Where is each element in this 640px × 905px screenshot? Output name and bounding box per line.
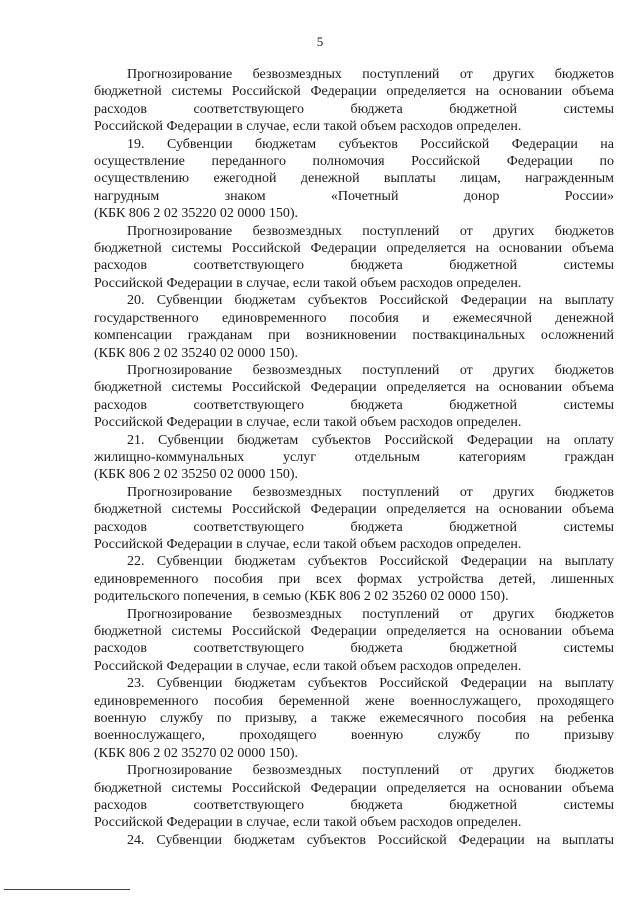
paragraph — [94, 832, 614, 849]
text-line: компенсации гражданам при возникновении поствакцинальных осложнений — [94, 328, 614, 344]
text-line: Российской Федерации в случае, если такой объем расходов определен. — [94, 658, 522, 674]
text-line: Российской Федерации в случае, если такой объем расходов определен. — [94, 415, 522, 431]
text-line: расходов соответствующего бюджета бюджетной системы — [94, 641, 614, 657]
text-line: бюджетной системы Российской Федерации определяется на основании объема — [94, 84, 614, 100]
text-line: бюджетной системы Российской Федерации определяется на основании объема — [94, 502, 614, 518]
text-line: расходов соответствующего бюджета бюджетной системы — [94, 519, 614, 535]
text-line: Прогнозирование безвозмездных поступлений от других бюджетов — [127, 67, 614, 82]
paragraph — [94, 762, 614, 832]
text-line: осуществление переданного полномочия Российской Федерации по — [94, 154, 614, 170]
text-line: Прогнозирование безвозмездных поступлений от других бюджетов — [127, 763, 614, 779]
text-line: жилищно-коммунальных услуг отдельным категориям граждан — [94, 449, 614, 465]
text-line: расходов соответствующего бюджета бюджетной системы — [94, 397, 614, 413]
text-line: военную службу по призыву, а также ежемесячного пособия на ребенка — [94, 711, 614, 727]
text-line: (КБК 806 2 02 35220 02 0000 150). — [94, 206, 299, 222]
paragraph — [94, 136, 614, 223]
text-line: (КБК 806 2 02 35240 02 0000 150). — [94, 345, 299, 361]
paragraph — [94, 484, 614, 554]
text-line: (КБК 806 2 02 35250 02 0000 150). — [94, 467, 299, 483]
text-line: военнослужащего, проходящего военную службу по призыву — [94, 728, 614, 744]
paragraph — [94, 606, 614, 676]
text-line: бюджетной системы Российской Федерации определяется на основании объема — [94, 241, 614, 257]
footnote-divider — [4, 889, 130, 890]
paragraph — [94, 675, 614, 762]
text-line: Прогнозирование безвозмездных поступлений от других бюджетов — [127, 223, 614, 239]
text-line: 23. Субвенции бюджетам субъектов Российской Федерации на выплату — [127, 676, 614, 692]
text-line: осуществлению ежегодной денежной выплаты лицам, награжденным — [94, 171, 614, 187]
text-line: родительского попечения, в семью (КБК 806 2 02 35260 02 0000 150). — [94, 589, 509, 605]
text-line: расходов соответствующего бюджета бюджетной системы — [94, 798, 614, 814]
page-number: 5 — [316, 34, 324, 49]
paragraph — [94, 432, 614, 484]
paragraph — [94, 362, 614, 432]
text-line: Прогнозирование безвозмездных поступлений от других бюджетов — [127, 484, 614, 500]
text-line: 24. Субвенции бюджетам субъектов Российской Федерации на выплаты — [127, 832, 614, 848]
text-line: Прогнозирование безвозмездных поступлений от других бюджетов — [127, 362, 614, 378]
text-line: бюджетной системы Российской Федерации определяется на основании объема — [94, 380, 614, 396]
text-line: Российской Федерации в случае, если такой объем расходов определен. — [94, 275, 522, 291]
paragraph — [94, 66, 614, 136]
text-line: Российской Федерации в случае, если такой объем расходов определен. — [94, 119, 522, 135]
document-body — [94, 66, 614, 849]
text-line: 21. Субвенции бюджетам субъектов Российской Федерации на оплату — [127, 432, 614, 448]
text-line: государственного единовременного пособия и ежемесячной денежной — [94, 310, 614, 326]
text-line: 19. Субвенции бюджетам субъектов Российской Федерации на — [127, 136, 614, 152]
text-line: Российской Федерации в случае, если такой объем расходов определен. — [94, 815, 522, 831]
text-line: (КБК 806 2 02 35270 02 0000 150). — [94, 745, 299, 761]
paragraph — [94, 553, 614, 605]
text-line: Российской Федерации в случае, если такой объем расходов определен. — [94, 536, 522, 552]
text-line: единовременного пособия беременной жене военнослужащего, проходящего — [94, 693, 614, 709]
text-line: Прогнозирование безвозмездных поступлений от других бюджетов — [127, 606, 614, 622]
text-line: 22. Субвенции бюджетам субъектов Российской Федерации на выплату — [127, 554, 614, 570]
paragraph — [94, 223, 614, 293]
text-line: нагрудным знаком «Почетный донор России» — [94, 188, 614, 204]
text-line: расходов соответствующего бюджета бюджетной системы — [94, 101, 614, 117]
text-line: бюджетной системы Российской Федерации определяется на основании объема — [94, 780, 614, 796]
text-line: бюджетной системы Российской Федерации определяется на основании объема — [94, 624, 614, 639]
paragraph — [94, 292, 614, 362]
text-line: расходов соответствующего бюджета бюджетной системы — [94, 258, 614, 274]
text-line: единовременного пособия при всех формах устройства детей, лишенных — [94, 571, 614, 587]
text-line: 20. Субвенции бюджетам субъектов Российской Федерации на выплату — [127, 293, 614, 309]
